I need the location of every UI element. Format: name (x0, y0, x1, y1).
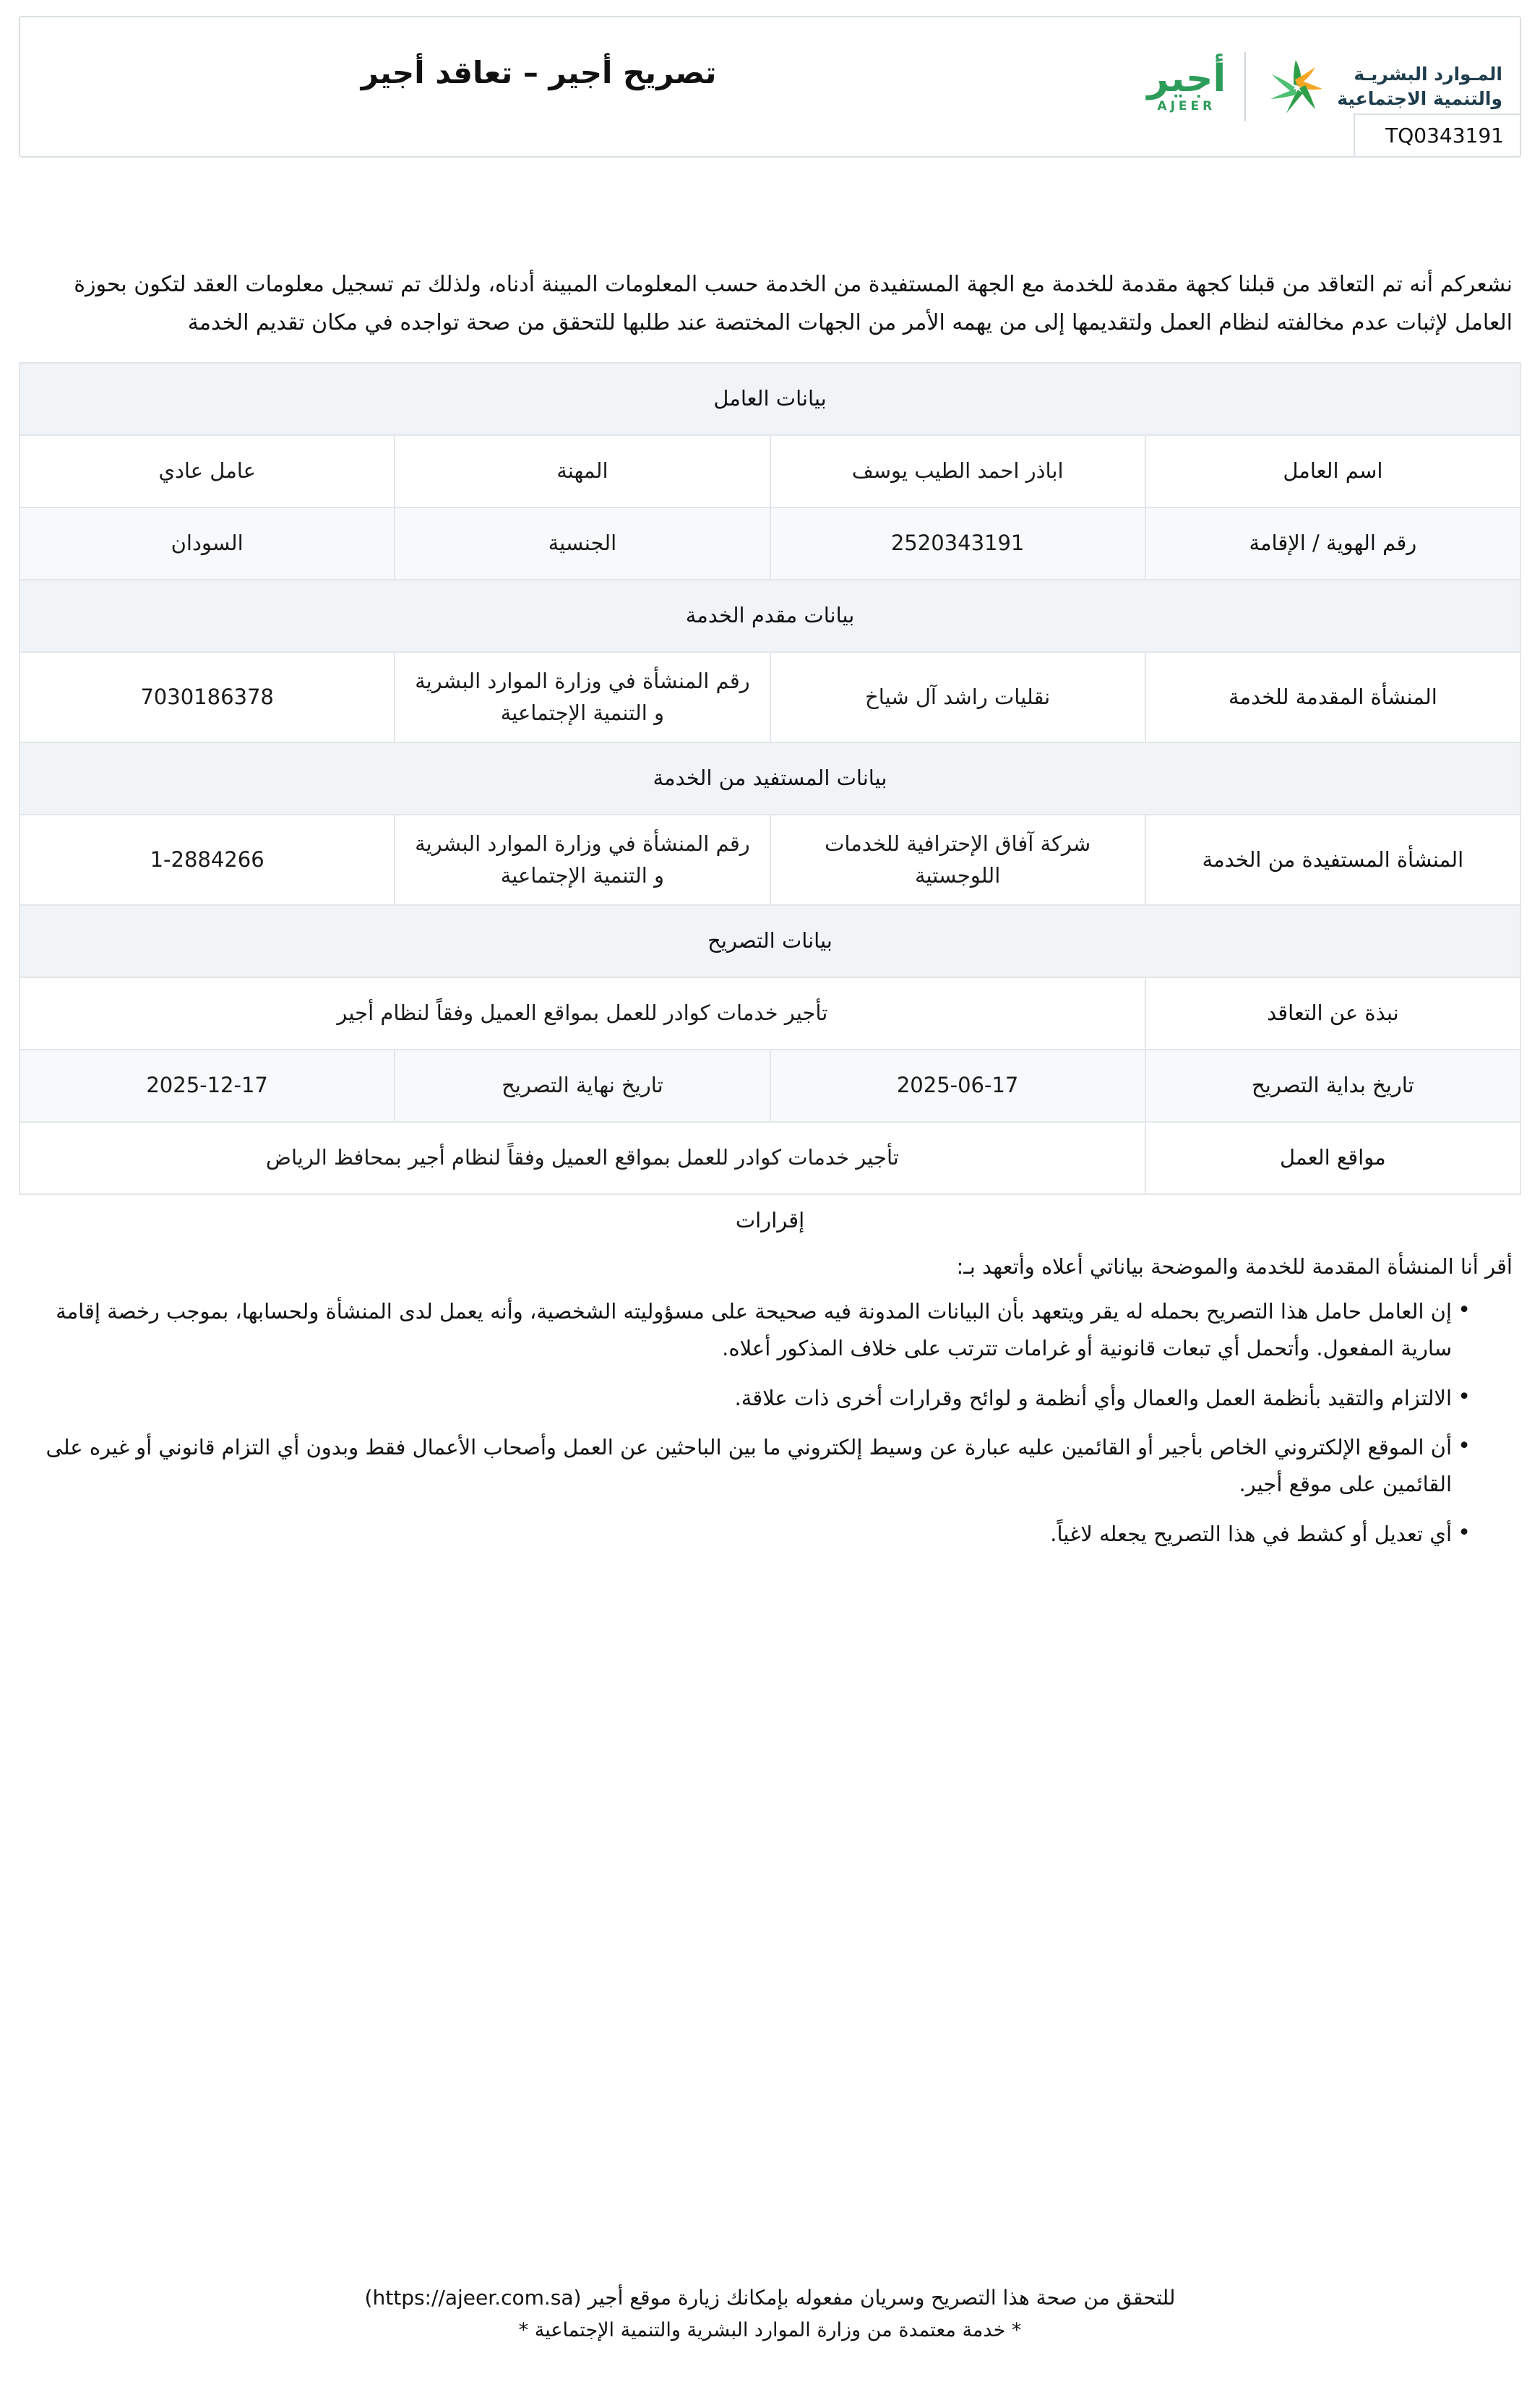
table-row (20, 1050, 1520, 1122)
footer-verification-text: للتحقق من صحة هذا التصريح وسريان مفعوله بإمكانك زيارة موقع أجير (https://ajeer.com.sa) (364, 2286, 1176, 2310)
section-header-provider: بيانات مقدم الخدمة (20, 580, 1520, 652)
ministry-emblem-icon (1265, 56, 1327, 118)
permit-end-label: تاريخ نهاية التصريح (395, 1050, 770, 1122)
declarations-list (27, 1293, 1491, 1553)
beneficiary-entity-label: المنشأة المستفيدة من الخدمة (1145, 815, 1520, 905)
permit-about-value: تأجير خدمات كوادر للعمل بمواقع العميل وفقاً لنظام أجير (20, 977, 1145, 1050)
worker-id-value: 2520343191 (770, 507, 1145, 580)
provider-entity-value: نقليات راشد آل شياخ (770, 652, 1145, 742)
worker-job-label: المهنة (395, 435, 770, 507)
document-footer (0, 2281, 1540, 2347)
permit-start-label: تاريخ بداية التصريح (1145, 1050, 1520, 1122)
beneficiary-entity-value: شركة آفاق الإحترافية للخدمات اللوجستية (770, 815, 1145, 905)
ajeer-logo (1147, 57, 1226, 113)
reference-number: TQ0343191 (1354, 113, 1520, 156)
document-header (19, 16, 1521, 158)
permit-sites-value: تأجير خدمات كوادر للعمل بمواقع العميل وفقاً لنظام أجير بمحافظ الرياض (20, 1122, 1145, 1194)
worker-id-label: رقم الهوية / الإقامة (1145, 507, 1520, 580)
ministry-logo (1265, 56, 1502, 118)
list-item: • أن الموقع الإلكتروني الخاص بأجير أو القائمين عليه عبارة عن وسيط إلكتروني ما بين الباحثين عن العمل وأصحاب الأعمال فقط وبدون أي التزام قانوني أو غيره على القائمين على موقع أجير. (27, 1429, 1471, 1503)
page-title: تصريح أجير – تعاقد أجير (361, 54, 717, 90)
beneficiary-number-label: رقم المنشأة في وزارة الموارد البشرية و التنمية الإجتماعية (395, 815, 770, 905)
ministry-name (1337, 62, 1502, 111)
section-header-worker: بيانات العامل (20, 363, 1520, 435)
declarations-lead: أقر أنا المنشأة المقدمة للخدمة والموضحة بياناتي أعلاه وأتعهد بـ: (956, 1254, 1513, 1279)
beneficiary-number-value: 1-2884266 (20, 815, 395, 905)
section-header-beneficiary: بيانات المستفيد من الخدمة (20, 742, 1520, 815)
provider-entity-label: المنشأة المقدمة للخدمة (1145, 652, 1520, 742)
worker-job-value: عامل عادي (20, 435, 395, 507)
table-row (20, 1122, 1520, 1194)
list-item: • أي تعديل أو كشط في هذا التصريح يجعله لاغياً. (27, 1516, 1471, 1553)
permit-end-value: 2025-12-17 (20, 1050, 395, 1122)
section-row-worker (20, 363, 1520, 435)
logo-divider (1244, 52, 1246, 121)
declarations-title: إقرارات (735, 1208, 805, 1233)
permit-sites-label: مواقع العمل (1145, 1122, 1520, 1194)
provider-number-value: 7030186378 (20, 652, 395, 742)
section-row-provider (20, 580, 1520, 652)
worker-nationality-label: الجنسية (395, 507, 770, 580)
provider-number-label: رقم المنشأة في وزارة الموارد البشرية و التنمية الإجتماعية (395, 652, 770, 742)
worker-name-value: اباذر احمد الطيب يوسف (770, 435, 1145, 507)
permit-start-value: 2025-06-17 (770, 1050, 1145, 1122)
permit-details-table (19, 362, 1521, 1195)
ajeer-logo-word: أجير (1147, 57, 1226, 100)
footer-approval-text: * خدمة معتمدة من وزارة الموارد البشرية والتنمية الإجتماعية * (518, 2319, 1022, 2342)
ministry-name-line1: المـوارد البشريـة (1354, 64, 1502, 85)
list-item: • إن العامل حامل هذا التصريح بحمله له يقر ويتعهد بأن البيانات المدونة فيه صحيحة على مسؤوليته الشخصية، وأنه يعمل لدى المنشأة ولحسابها، بموجب رخصة إقامة سارية المفعول. وأتحمل أي تبعات قانونية أو غرامات تترتب على خلاف المذكور أعلاه. (27, 1293, 1471, 1367)
list-item: • الالتزام والتقيد بأنظمة العمل والعمال وأي أنظمة و لوائح وقرارات أخرى ذات علاقة. (27, 1380, 1471, 1417)
worker-nationality-value: السودان (20, 507, 395, 580)
worker-name-label: اسم العامل (1145, 435, 1520, 507)
table-row (20, 435, 1520, 507)
table-row (20, 815, 1520, 905)
permit-about-label: نبذة عن التعاقد (1145, 977, 1520, 1050)
ajeer-logo-subtitle: AJEER (1157, 99, 1216, 113)
table-row (20, 652, 1520, 742)
intro-paragraph: نشعركم أنه تم التعاقد من قبلنا كجهة مقدمة للخدمة مع الجهة المستفيدة من الخدمة حسب المعلومات المبينة أدناه، ولذلك تم تسجيل معلومات العقد لتكون بحوزة العامل لإثبات عدم مخالفته لنظام العمل ولتقديمها إلى من يهمه الأمر من الجهات المختصة عند طلبها للتحقق من صحة تواجده في مكان تقديم الخدمة (74, 272, 1513, 335)
table-row (20, 977, 1520, 1050)
section-row-permit (20, 905, 1520, 977)
section-header-permit: بيانات التصريح (20, 905, 1520, 977)
section-row-beneficiary (20, 742, 1520, 815)
header-title-container (20, 17, 1057, 156)
ministry-name-line2: والتنمية الاجتماعية (1337, 88, 1502, 109)
table-row (20, 507, 1520, 580)
